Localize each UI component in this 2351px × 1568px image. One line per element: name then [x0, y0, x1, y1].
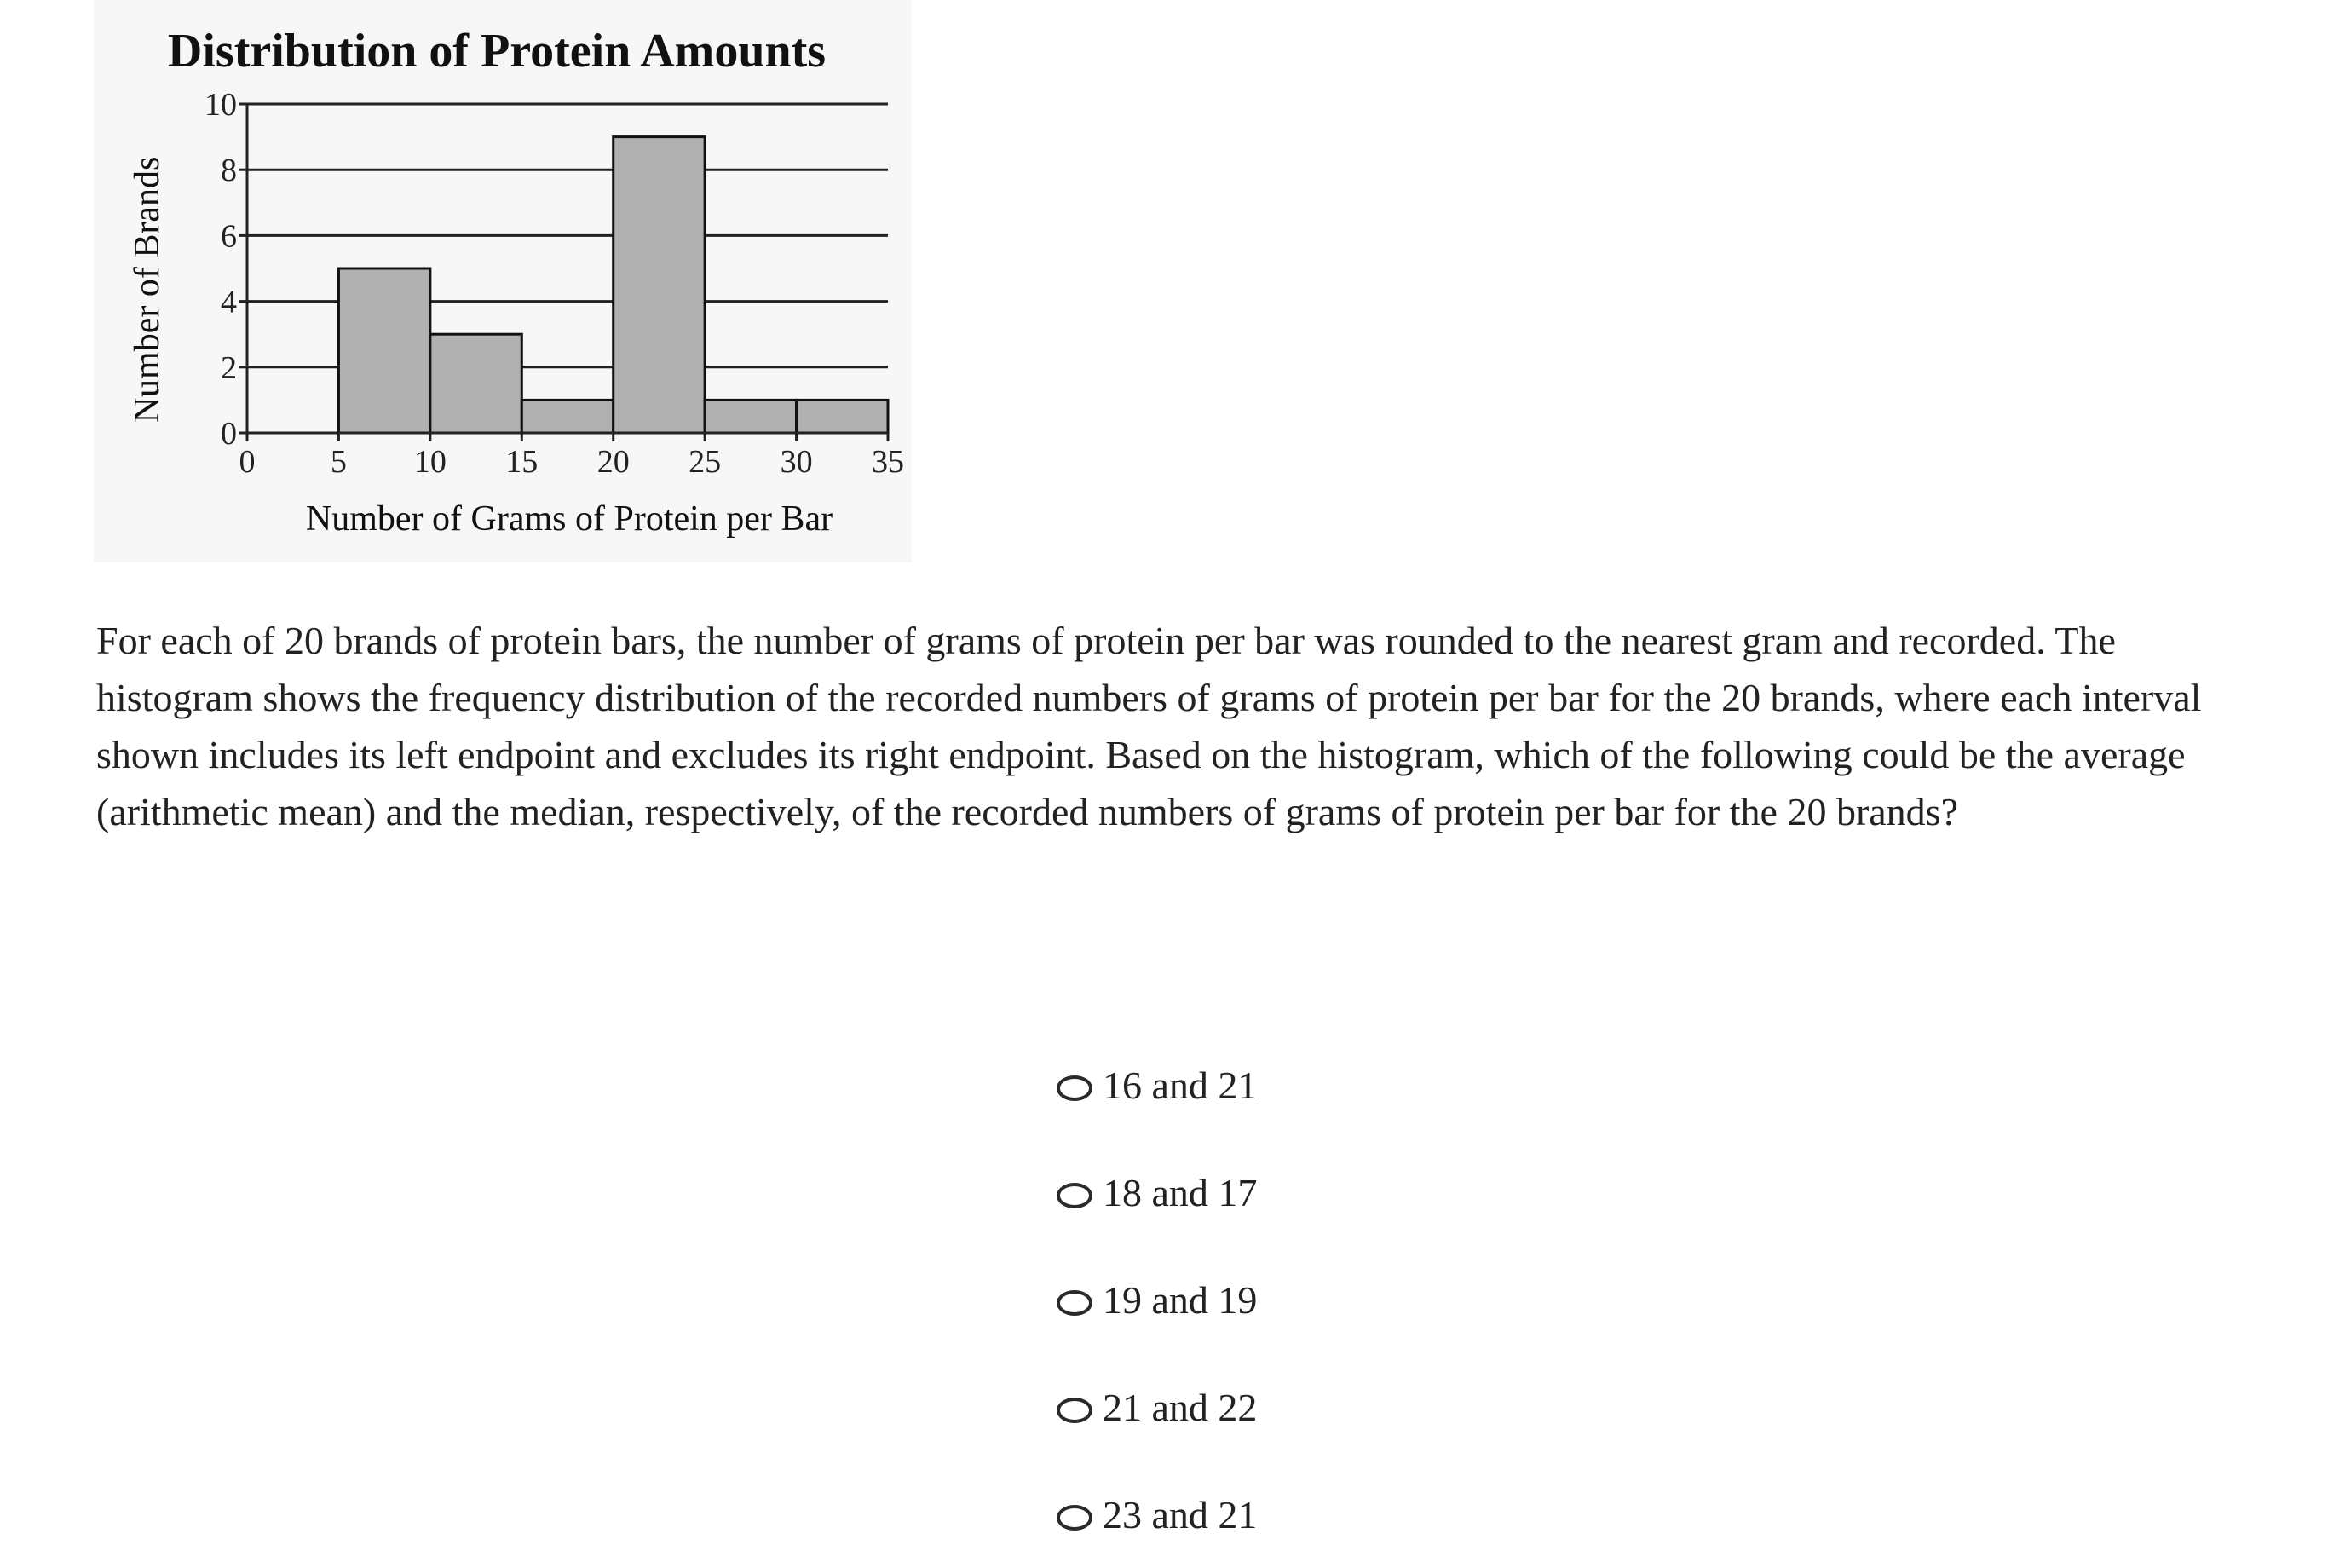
x-tick-label: 35	[872, 444, 904, 480]
y-tick-label: 0	[221, 416, 237, 452]
radio-button-icon[interactable]	[1057, 1505, 1092, 1531]
x-axis-label: Number of Grams of Protein per Bar	[305, 499, 833, 539]
chart-title: Distribution of Protein Amounts	[167, 25, 827, 78]
x-tick-label: 25	[689, 444, 722, 480]
y-axis-label: Number of Brands	[128, 156, 167, 424]
histogram-chart	[94, 0, 912, 562]
x-tick-label: 20	[596, 444, 630, 480]
question-text: For each of 20 brands of protein bars, the number of grams of protein per bar was rounded to the nearest gram and recorded. The histogram shows the frequency distribution of the recorded numbers of grams of protein per bar for the 20 brands, where each interval shown includes its left endpoint and excludes its right endpoint. Based on the histogram, which of the following could be the average (arithmetic mean) and the median, respectively, of the recorded numbers of grams of protein per bar for the 20 brands?	[96, 619, 2202, 833]
histogram-bar	[430, 334, 521, 433]
answer-choice-a[interactable]	[1057, 1031, 1257, 1139]
y-tick-label: 6	[221, 218, 237, 255]
answer-choice-d[interactable]	[1057, 1353, 1257, 1461]
x-tick-label: 30	[780, 444, 813, 480]
answer-choice-e[interactable]	[1057, 1461, 1257, 1568]
choice-label: 19 and 19	[1103, 1277, 1258, 1322]
choice-label: 16 and 21	[1103, 1063, 1258, 1107]
y-tick-label: 4	[221, 284, 237, 320]
choice-label: 18 and 17	[1103, 1170, 1258, 1214]
histogram-bar	[705, 400, 796, 433]
x-tick-label: 0	[239, 444, 256, 480]
histogram-bar	[338, 268, 429, 433]
y-tick-label: 8	[221, 153, 237, 189]
radio-button-icon[interactable]	[1057, 1183, 1092, 1208]
radio-button-icon[interactable]	[1057, 1398, 1092, 1423]
choice-label: 21 and 22	[1103, 1385, 1258, 1429]
answer-choice-b[interactable]	[1057, 1139, 1257, 1246]
y-tick-label: 2	[221, 349, 237, 386]
histogram-bar	[614, 137, 705, 433]
histogram-figure	[94, 0, 912, 562]
y-tick-label: 10	[205, 87, 237, 123]
radio-button-icon[interactable]	[1057, 1075, 1092, 1101]
choice-label: 23 and 21	[1103, 1492, 1258, 1536]
histogram-bar	[797, 400, 888, 433]
histogram-bar	[521, 400, 613, 433]
x-tick-label: 15	[505, 444, 539, 480]
x-tick-label: 5	[330, 444, 347, 480]
answer-choices	[1057, 1031, 1257, 1568]
answer-choice-c[interactable]	[1057, 1246, 1257, 1353]
radio-button-icon[interactable]	[1057, 1290, 1092, 1316]
x-tick-label: 10	[413, 444, 447, 480]
